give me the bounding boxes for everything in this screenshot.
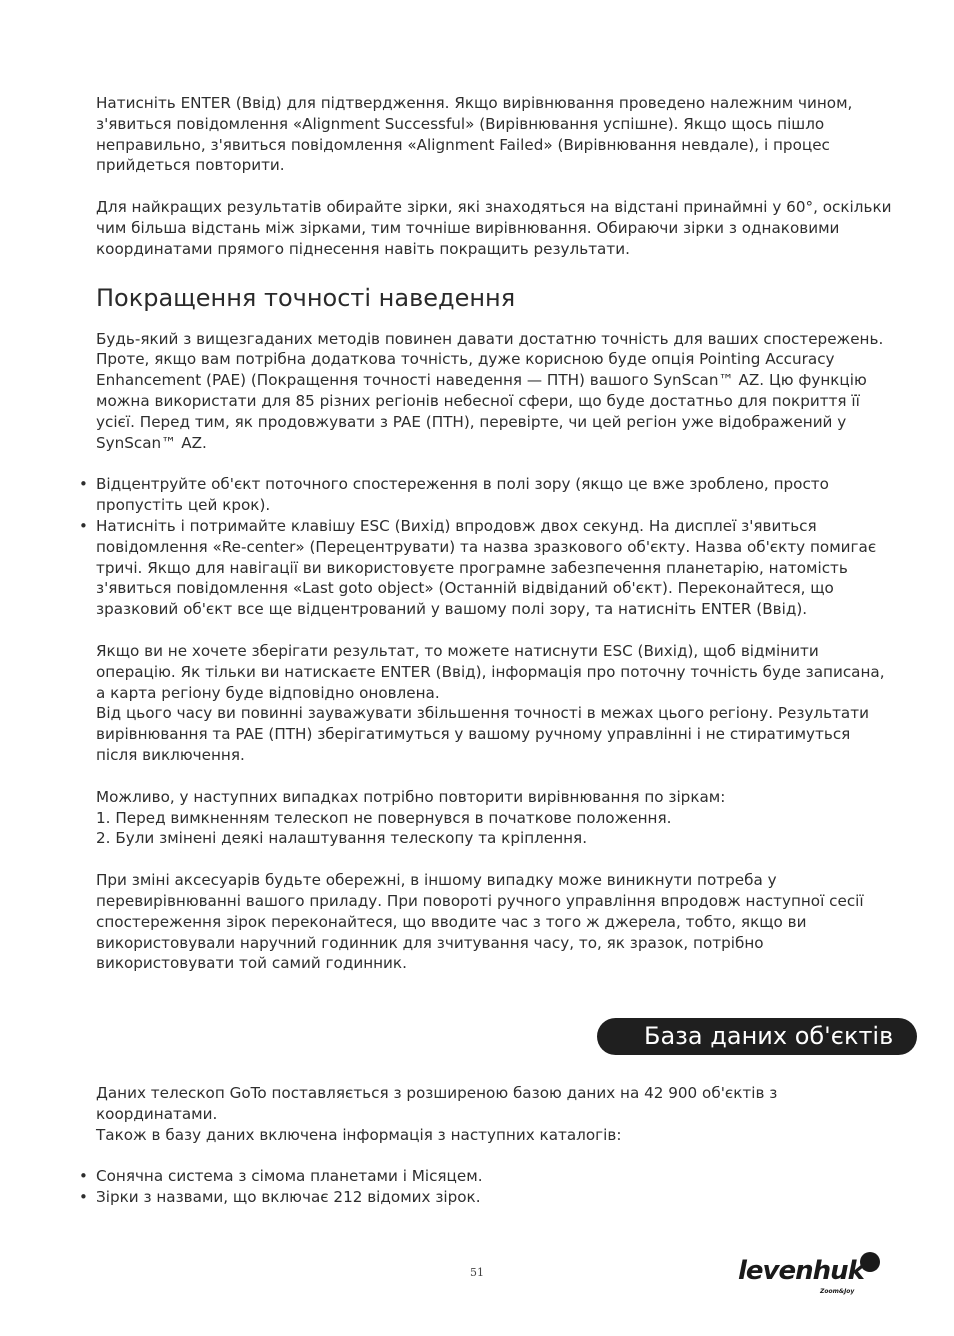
database-paragraph-1: Даних телескоп GoTo поставляється з розширеною базою даних на 42 900 об'єктів з координатами. [96,1084,778,1123]
list-item: • Відцентруйте об'єкт поточного спостереження в полі зору (якщо це вже зроблено, просто пропустіть цей крок). [79,475,829,515]
database-bullet-list [79,1166,856,1208]
main-content [79,93,896,974]
logo-tagline: Zoom&Joy [820,1288,855,1295]
list-item: • Сонячна система з сімома планетами і Місяцем. [79,1167,483,1186]
bullet-icon: • [79,1188,88,1207]
levenhuk-logo [736,1250,886,1300]
pae-paragraph-3a: Можливо, у наступних випадках потрібно повторити вирівнювання по зіркам: [96,787,726,806]
database-content [79,1083,856,1208]
database-heading: База даних об'єктів [644,1022,894,1050]
pae-heading: Покращення точності наведення [96,283,516,312]
list-item: • Натисніть і потримайте клавішу ESC (Вихід) впродовж двох секунд. На дисплеї з'явиться повідомлення «Re-center» (Перецентрувати) та назва зразкового об'єкту. Назва об'єкту помигає тричі. Якщо для навігації ви використовуєте програмне забезпечення планетарію, натомість з'явиться повідомлення «Last goto object» (Останній відвіданий об'єкт). Переконайтеся, що зразковий об'єкт все ще відцентрований у вашому полі зору, та натисніть ENTER (Ввід). [79,516,877,619]
pae-list-line-2: 2. Були змінені деякі налаштування телескопу та кріплення. [96,829,588,848]
pae-list-line-1: 1. Перед вимкненням телескоп не повернувся в початкове положення. [96,808,672,827]
pae-paragraph-2b: Від цього часу ви повинні зауважувати збільшення точності в межах цього регіону. Результати вирівнювання та PAE (ПТН) зберігатимуться у вашому ручному управлінні і не стиратимуться після виключення. [96,704,869,764]
logo-wordmark: levenhuk [738,1256,864,1286]
bullet-icon: • [79,1167,88,1186]
pae-paragraph-1: Будь-який з вищезгаданих методів повинен давати достатню точність для ваших спостережень. Проте, якщо вам потрібна додаткова точність, дуже корисною буде опція Pointing Accuracy Enhancement (PAE) (Покращення точності наведення — ПТН) вашого SynScan™ AZ. Цю функцію можна використати для 85 різних регіонів небесної сфери, що буде достатньо для покриття її усієї. Перед тим, як продовжувати з PAE (ПТН), перевірте, чи цей регіон уже відображений у SynScan™ AZ. [96,329,884,452]
intro-paragraph-2: Для найкращих результатів обирайте зірки, які знаходяться на відстані принаймні у 60°, оскільки чим більша відстань між зірками, тим точніше вирівнювання. Обираючи зірки з однаковими координатами прямого піднесення навіть покращить результати. [96,198,892,258]
pae-paragraph-2a: Якщо ви не хочете зберігати результат, то можете натиснути ESC (Вихід), щоб відмінити операцію. Як тільки ви натискаєте ENTER (Ввід), інформація про поточну точність буде записана, а карта регіону буде відповідно оновлена. [96,641,885,702]
pae-paragraph-4: При зміні аксесуарів будьте обережні, в іншому випадку може виникнути потреба у перевирівнюванні вашого приладу. При повороті ручного управління впродовж наступної сесії спостереження зірок переконайтеся, що вводите час з того ж джерела, тобто, якщо ви використовували наручний годинник для зчитування часу, то, як зразок, потрібно використовувати той самий годинник. [96,871,864,973]
bullet-icon: • [79,475,88,494]
page-number: 51 [470,1266,484,1279]
database-paragraph-2: Також в базу даних включена інформація з наступних каталогів: [96,1125,622,1144]
database-heading-banner [597,1018,917,1055]
list-item: • Зірки з назвами, що включає 212 відомих зірок. [79,1188,481,1207]
intro-paragraph-1: Натисніть ENTER (Ввід) для підтвердження. Якщо вирівнювання проведено належним чином, з'явиться повідомлення «Alignment Successful» (Вирівнювання успішне). Якщо щось пішло неправильно, з'явиться повідомлення «Alignment Failed» (Вирівнювання невдале), і процес прийдеться повторити. [96,94,853,175]
pae-bullet-list [79,474,896,620]
bullet-icon: • [79,516,88,535]
